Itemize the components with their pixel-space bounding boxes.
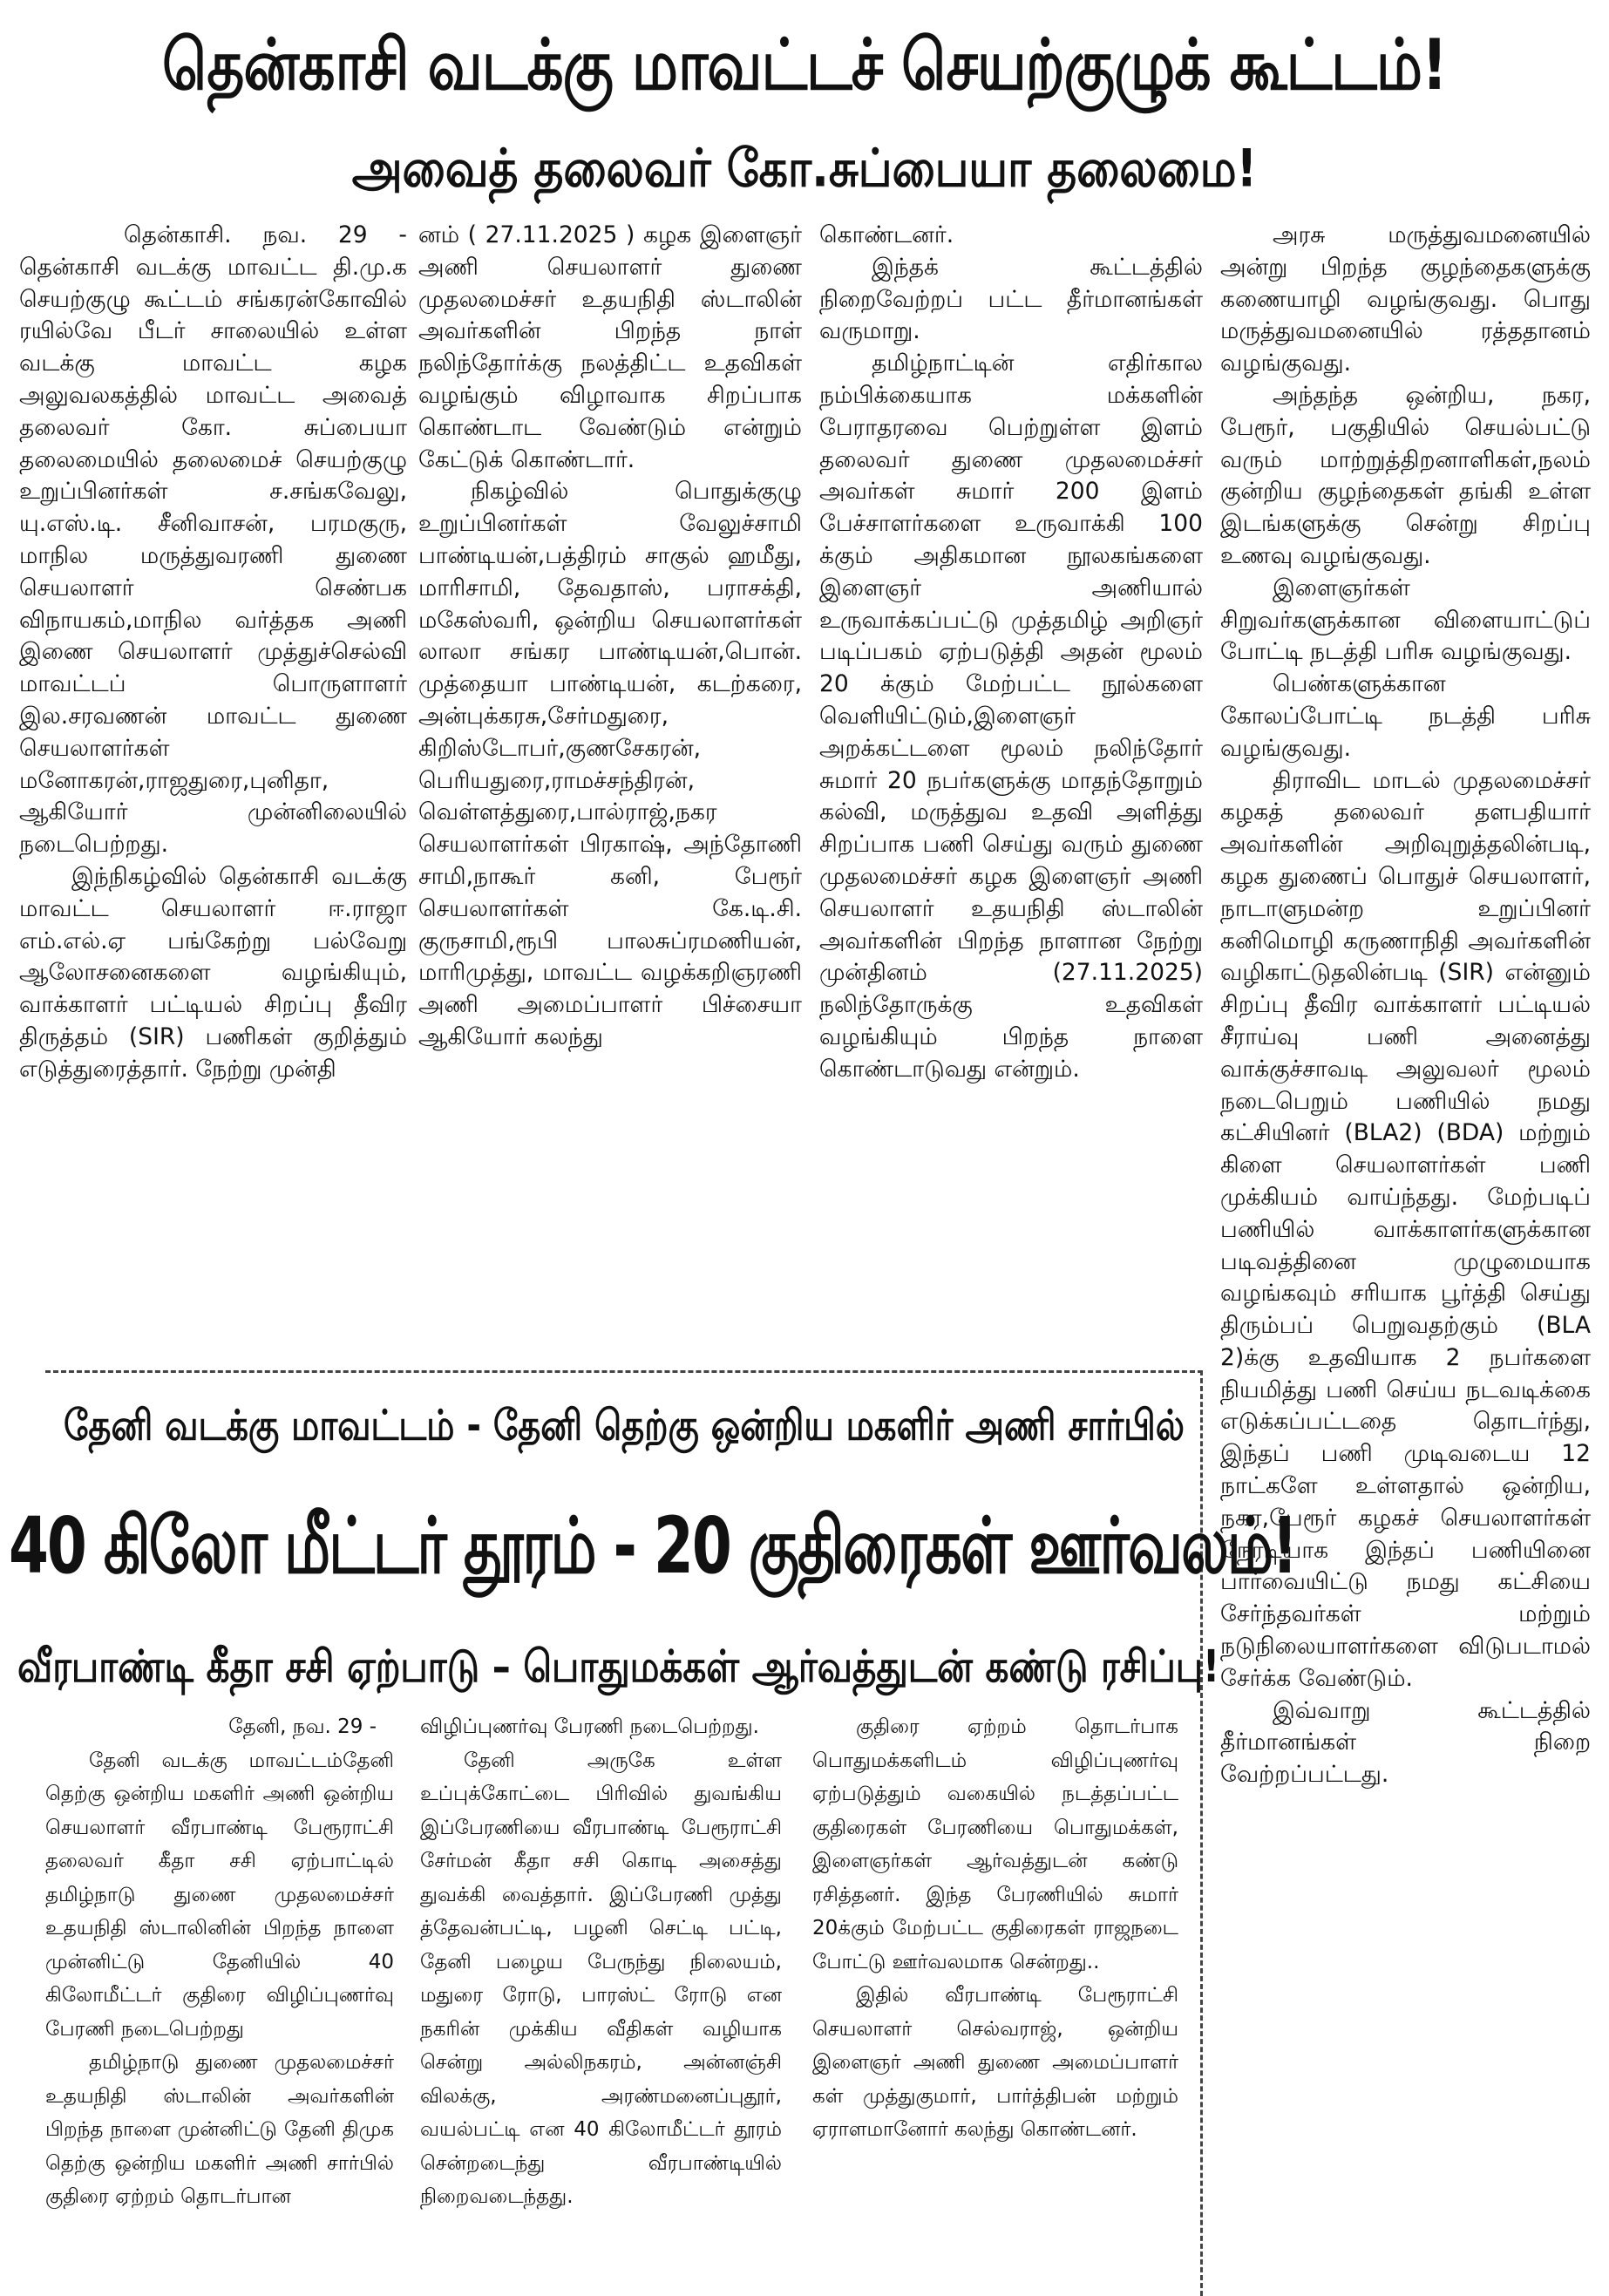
second-story-headline: 40 கிலோ மீட்டர் தூரம் - 20 குதிரைகள் ஊர்வலம்! (9, 1500, 1297, 1592)
paragraph: பெண்களுக்கான கோலப்போட்டி நடத்தி பரிசு வழங்குவது. (1220, 670, 1591, 762)
paragraph: இளைஞர்கள் சிறுவர்களுக்கான விளையாட்டுப் போட்டி நடத்தி பரிசு வழங்குவது. (1220, 574, 1591, 666)
paragraph: நிகழ்வில் பொதுக்குழு உறுப்பினர்கள் வேலுச்சாமி பாண்டியன்,பத்திரம் சாகுல் ஹமீது, மாரிசாமி, தேவதாஸ், பராசக்தி, மகேஸ்வரி, ஒன்றிய செயலாளர்கள் லாலா சங்கர பாண்டியன்,பொன். முத்தையா பாண்டியன், கடற்கரை, அன்புக்கரசு,சேர்மதுரை, கிறிஸ்டோபர்,குணசேகரன், பெரியதுரை,ராமச்சந்திரன், வெள்ளத்துரை,பால்ராஜ்,நகர செயலாளர்கள் பிரகாஷ், அந்தோணி சாமி,நாகூர் கனி, பேரூர் செயலாளர்கள் கே.டி.சி. குருசாமி,ரூபி பாலசுப்ரமணியன், மாரிமுத்து, மாவட்ட வழக்கறிஞரணி அணி அமைப்பாளர் பிச்சையா ஆகியோர் கலந்து (418, 478, 802, 1050)
paragraph: அரசு மருத்துவமனையில் அன்று பிறந்த குழந்தைகளுக்கு கணையாழி வழங்குவது. பொது மருத்துவமனையில் ரத்ததானம் வழங்குவது. (1220, 221, 1591, 377)
paragraph: இந்தக் கூட்டத்தில் நிறைவேற்றப் பட்ட தீர்மானங்கள் வருமாறு. (819, 253, 1203, 345)
main-column-2 (418, 220, 802, 1054)
second-column-2 (420, 1710, 782, 2214)
paragraph: விழிப்புணர்வு பேரணி நடைபெற்றது. (420, 1715, 759, 1738)
second-story-kicker: தேனி வடக்கு மாவட்டம் - தேனி தெற்கு ஒன்றிய மகளிர் அணி சார்பில் (64, 1402, 1185, 1450)
main-subheadline: அவைத் தலைவர் கோ.சுப்பையா தலைமை! (351, 139, 1258, 200)
paragraph: தமிழ்நாட்டின் எதிர்கால நம்பிக்கையாக மக்களின் பேராதரவை பெற்றுள்ள இளம் தலைவர் துணை முதலமைச்சர் அவர்கள் சுமார் 200 இளம் பேச்சாளர்களை உருவாக்கி 100 க்கும் அதிகமான நூலகங்களை இளைஞர் அணியால் உருவாக்கப்பட்டு முத்தமிழ் அறிஞர் படிப்பகம் ஏற்படுத்தி அதன் மூலம் 20 க்கும் மேற்பட்ட நூல்களை வெளியிட்டும்,இளைஞர் அறக்கட்டளை மூலம் நலிந்தோர் சுமார் 20 நபர்களுக்கு மாதந்தோறும் கல்வி, மருத்துவ உதவி அளித்து சிறப்பாக பணி செய்து வரும் துணை முதலமைச்சர் கழக இளைஞர் அணி செயலாளர் உதயநிதி ஸ்டாலின் அவர்களின் பிறந்த நாளான நேற்று முன்தினம் (27.11.2025) நலிந்தோருக்கு உதவிகள் வழங்கியும் பிறந்த நாளை கொண்டாடுவது என்றும். (819, 350, 1203, 1083)
paragraph: இதில் வீரபாண்டி பேரூராட்சி செயலாளர் செல்வராஜ், ஒன்றிய இளைஞர் அணி துணை அமைப்பாளர் கள் முத்துகுமார், பார்த்திபன் மற்றும் ஏராளமானோர் கலந்து கொண்டனர். (812, 1984, 1178, 2141)
paragraph: இந்நிகழ்வில் தென்காசி வடக்கு மாவட்ட செயலாளர் ஈ.ராஜா எம்.எல்.ஏ பங்கேற்று பல்வேறு ஆலோசனைகளை வழங்கியும், வாக்காளர் பட்டியல் சிறப்பு தீவிர திருத்தம் (SIR) பணிகள் குறித்தும் எடுத்துரைத்தார். நேற்று முன்தி (19, 862, 407, 1083)
paragraph: இவ்வாறு கூட்டத்தில் தீர்மானங்கள் நிறை வேற்றப்பட்டது. (1220, 1696, 1591, 1789)
main-column-3 (819, 220, 1203, 1086)
paragraph: குதிரை ஏற்றம் தொடர்பாக பொதுமக்களிடம் விழிப்புணர்வு ஏற்படுத்தும் வகையில் நடத்தப்பட்ட குதிரைகள் பேரணியை பொதுமக்கள், இளைஞர்கள் ஆர்வத்துடன் கண்டு ரசித்தனர். இந்த பேரணியில் சுமார் 20க்கும் மேற்பட்ட குதிரைகள் ராஜநடை போட்டு ஊர்வலமாக சென்றது.. (812, 1715, 1178, 1973)
paragraph: தேனி வடக்கு மாவட்டம்தேனி தெற்கு ஒன்றிய மகளிர் அணி ஒன்றிய செயலாளர் வீரபாண்டி பேரூராட்சி தலைவர் கீதா சசி ஏற்பாட்டில் தமிழ்நாடு துணை முதலமைச்சர் உதயநிதி ஸ்டாலினின் பிறந்த நாளை முன்னிட்டு தேனியில் 40 கிலோமீட்டர் குதிரை விழிப்புணர்வு பேரணி நடைபெற்றது (45, 1749, 394, 2041)
paragraph: தென்காசி. நவ. 29 - தென்காசி வடக்கு மாவட்ட தி.மு.க செயற்குழு கூட்டம் சங்கரன்கோவில் ரயில்வே பீடர் சாலையில் உள்ள வடக்கு மாவட்ட கழக அலுவலகத்தில் மாவட்ட அவைத் தலைவர் கோ. சுப்பையா தலைமையில் தலைமைச் செயற்குழு உறுப்பினர்கள் ச.சங்கவேலு, யு.எஸ்.டி. சீனிவாசன், பரமகுரு, மாநில மருத்துவரணி துணை செயலாளர் செண்பக விநாயகம்,மாநில வர்த்தக அணி இணை செயலாளர் முத்துச்செல்வி மாவட்டப் பொருளாளர் இல.சரவணன் மாவட்ட துணை செயலாளர்கள் மனோகரன்,ராஜதுரை,புனிதா, ஆகியோர் முன்னிலையில் நடைபெற்றது. (19, 221, 407, 859)
paragraph: தமிழ்நாடு துணை முதலமைச்சர் உதயநிதி ஸ்டாலின் அவர்களின் பிறந்த நாளை முன்னிட்டு தேனி திமுக தெற்கு ஒன்றிய மகளிர் அணி சார்பில் குதிரை ஏற்றம் தொடர்பான (45, 2051, 394, 2208)
main-column-1 (19, 220, 407, 1086)
paragraph: கொண்டனர். (819, 221, 954, 248)
main-headline: தென்காசி வடக்கு மாவட்டச் செயற்குழுக் கூட்டம்! (161, 24, 1448, 106)
second-story-subheadline: வீரபாண்டி கீதா சசி ஏற்பாடு – பொதுமக்கள் ஆர்வத்துடன் கண்டு ரசிப்பு! (17, 1640, 1220, 1692)
paragraph: அந்தந்த ஒன்றிய, நகர, பேரூர், பகுதியில் செயல்பட்டு வரும் மாற்றுத்திறனாளிகள்,நலம் குன்றிய குழந்தைகள் தங்கி உள்ள இடங்களுக்கு சென்று சிறப்பு உணவு வழங்குவது. (1220, 381, 1591, 569)
paragraph: திராவிட மாடல் முதலமைச்சர் கழகத் தலைவர் தளபதியார் அவர்களின் அறிவுறுத்தலின்படி, கழக துணைப் பொதுச் செயலாளர், நாடாளுமன்ற உறுப்பினர் கனிமொழி கருணாநிதி அவர்களின் வழிகாட்டுதலின்படி (SIR) என்னும் சிறப்பு தீவிர வாக்காளர் பட்டியல் சீராய்வு பணி அனைத்து வாக்குச்சாவடி அலுவலர் மூலம் நடைபெறும் பணியில் நமது கட்சியினர் (BLA2) (BDA) மற்றும் கிளை செயலாளர்கள் பணி முக்கியம் வாய்ந்தது. மேற்படிப் பணியில் வாக்காளர்களுக்கான படிவத்தினை முழுமையாக வழங்கவும் சரியாக பூர்த்தி செய்து திரும்பப் பெறுவதற்கும் (BLA 2)க்கு உதவியாக 2 நபர்களை நியமித்து பணி செய்ய நடவடிக்கை எடுக்கப்பட்டதை தொடர்ந்து, இந்தப் பணி முடிவடைய 12 நாட்களே உள்ளதால் ஒன்றிய, நகர,பேரூர் கழகச் செயலாளர்கள் நேரடியாக இந்தப் பணியினை பார்வையிட்டு நமது கட்சியை சேர்ந்தவர்கள் மற்றும் நடுநிலையாளர்களை விடுபடாமல் சேர்க்க வேண்டும். (1220, 766, 1591, 1692)
second-column-3 (812, 1710, 1178, 2147)
dateline: தேனி, நவ. 29 - (228, 1715, 377, 1738)
paragraph: தேனி அருகே உள்ள உப்புக்கோட்டை பிரிவில் துவங்கிய இப்பேரணியை வீரபாண்டி பேரூராட்சி சேர்மன் கீதா சசி கொடி அசைத்து துவக்கி வைத்தார். இப்பேரணி முத்து த்தேவன்பட்டி, பழனி செட்டி பட்டி, தேனி பழைய பேருந்து நிலையம், மதுரை ரோடு, பாரஸ்ட் ரோடு என நகரின் முக்கிய வீதிகள் வழியாக சென்று அல்லிநகரம், அன்னஞ்சி விலக்கு, அரண்மனைப்புதூர், வயல்பட்டி என 40 கிலோமீட்டர் தூரம் சென்றடைந்து வீரபாண்டியில் நிறைவடைந்தது. (420, 1749, 782, 2208)
second-column-1 (45, 1710, 394, 2214)
paragraph: னம் ( 27.11.2025 ) கழக இளைஞர் அணி செயலாளர் துணை முதலமைச்சர் உதயநிதி ஸ்டாலின் அவர்களின் பிறந்த நாள் நலிந்தோர்க்கு நலத்திட்ட உதவிகள் வழங்கும் விழாவாக சிறப்பாக கொண்டாட வேண்டும் என்றும் கேட்டுக் கொண்டார். (418, 221, 802, 473)
